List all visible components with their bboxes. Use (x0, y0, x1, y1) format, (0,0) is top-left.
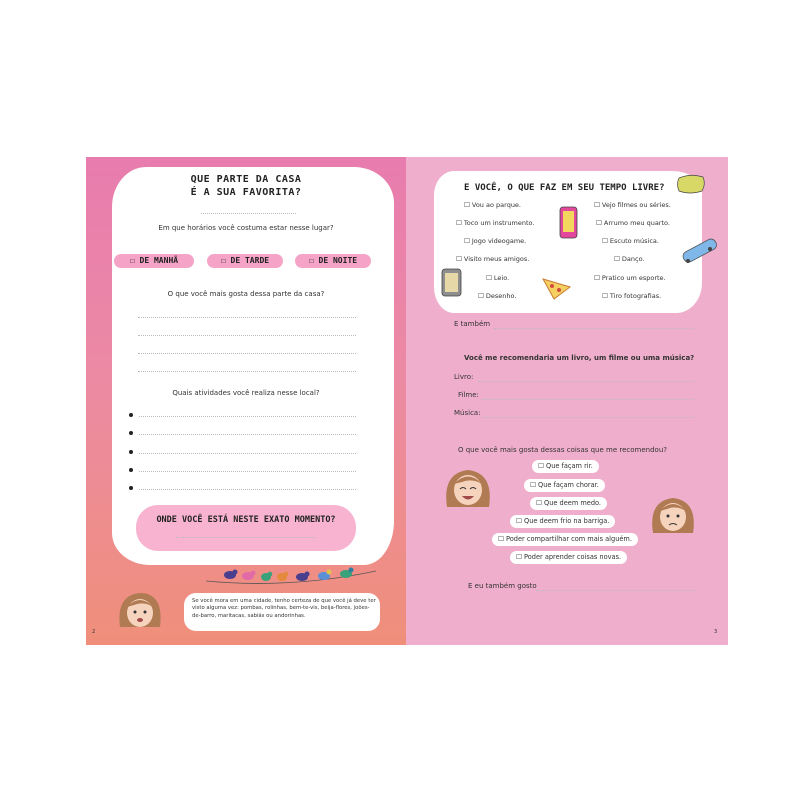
answer-line[interactable] (138, 335, 356, 336)
left-page (86, 157, 406, 645)
activity-option[interactable]: ☐ Escuto música. (602, 237, 659, 245)
activity-option[interactable]: ☐ Desenho. (478, 292, 517, 300)
me-too-label: E eu também gosto (468, 582, 537, 590)
laughing-girl-icon (442, 465, 494, 511)
bullet (129, 486, 133, 490)
activity-option[interactable]: ☐ Pratico um esporte. (594, 274, 666, 282)
activity-option[interactable]: ☐ Leio. (486, 274, 510, 282)
activity-option[interactable]: ☐ Toco um instrumento. (456, 219, 535, 227)
girl-face-icon (114, 587, 166, 633)
answer-line[interactable] (201, 213, 296, 214)
bullet (129, 468, 133, 472)
answer-line[interactable] (536, 590, 696, 591)
option-night[interactable]: ☐ DE NOITE (295, 254, 371, 268)
music-answer-line[interactable] (482, 417, 694, 418)
activity-option[interactable]: ☐ Arrumo meu quarto. (596, 219, 670, 227)
bird-icon (242, 571, 256, 581)
tablet-icon (440, 267, 464, 299)
like-option[interactable]: ☐ Que deem medo. (530, 497, 607, 510)
activity-option[interactable]: ☐ Vou ao parque. (464, 201, 522, 209)
bullet (129, 431, 133, 435)
activity-option[interactable]: ☐ Danço. (614, 255, 645, 263)
left-title-line2: É A SUA FAVORITA? (190, 187, 302, 198)
left-page-title (86, 173, 406, 199)
bird-icon (261, 572, 272, 581)
left-title-line1: QUE PARTE DA CASA (190, 174, 302, 185)
answer-line[interactable] (139, 453, 356, 454)
activity-option[interactable]: ☐ Visito meus amigos. (456, 255, 530, 263)
pizza-icon (540, 275, 572, 301)
recommend-question: Você me recomendaria um livro, um filme ou uma música? (464, 354, 695, 362)
like-option[interactable]: ☐ Que façam rir. (532, 460, 599, 473)
bird-icon (318, 570, 332, 581)
bird-icon (296, 572, 310, 582)
question-activities: Quais atividades você realiza nesse local? (172, 389, 320, 397)
bird-icon (277, 572, 288, 581)
birds-illustration (206, 559, 376, 593)
question-times: Em que horários você costuma estar nesse lugar? (158, 224, 334, 232)
bird-icon (224, 570, 238, 580)
skateboard-icon (678, 237, 722, 267)
like-option[interactable]: ☐ Que deem frio na barriga. (510, 515, 615, 528)
like-option[interactable]: ☐ Poder compartilhar com mais alguém. (492, 533, 638, 546)
option-morning[interactable]: ☐ DE MANHÃ (114, 254, 194, 268)
bullet (129, 450, 133, 454)
bird-icon (340, 568, 354, 579)
activity-option[interactable]: ☐ Vejo filmes ou séries. (594, 201, 671, 209)
bullet (129, 413, 133, 417)
field-movie: Filme: (458, 391, 479, 399)
field-music: Música: (454, 409, 481, 417)
answer-line[interactable] (139, 471, 356, 472)
fact-text: Se você mora em uma cidade, tenho certeza de que você já deve ter visto alguma vez: pombas, rolinhas, bem-te-vis, beija-flores, joões-de-barro, maritacas, sabiás ou andorinhas. (192, 598, 376, 619)
also-label: E também (454, 320, 491, 328)
like-question: O que você mais gosta dessas coisas que me recomendou? (458, 446, 667, 454)
book-spread (86, 157, 728, 645)
activity-option[interactable]: ☐ Tiro fotografias. (602, 292, 662, 300)
right-page (406, 157, 728, 645)
answer-line[interactable] (139, 489, 356, 490)
answer-line[interactable] (138, 317, 356, 318)
answer-line[interactable] (176, 537, 316, 538)
fact-bubble (184, 593, 380, 631)
worried-girl-icon (648, 493, 698, 537)
book-answer-line[interactable] (478, 381, 694, 382)
right-page-title: E VOCÊ, O QUE FAZ EM SEU TEMPO LIVRE? (464, 183, 665, 193)
answer-line[interactable] (139, 434, 356, 435)
pillow-icon (676, 173, 706, 195)
answer-line[interactable] (139, 416, 356, 417)
field-book: Livro: (454, 373, 474, 381)
phone-icon (558, 205, 580, 241)
question-like: O que você mais gosta dessa parte da casa? (167, 290, 325, 298)
answer-line[interactable] (138, 371, 356, 372)
activity-option[interactable]: ☐ Jogo videogame. (464, 237, 527, 245)
answer-line[interactable] (494, 328, 694, 329)
movie-answer-line[interactable] (482, 399, 694, 400)
where-now-title: ONDE VOCÊ ESTÁ NESTE EXATO MOMENTO? (156, 515, 336, 525)
where-now-box (136, 505, 356, 551)
like-option[interactable]: ☐ Que façam chorar. (524, 479, 605, 492)
page-number-left: 2 (92, 629, 96, 635)
option-afternoon[interactable]: ☐ DE TARDE (207, 254, 283, 268)
like-option[interactable]: ☐ Poder aprender coisas novas. (510, 551, 627, 564)
page-number-right: 3 (714, 629, 718, 635)
answer-line[interactable] (138, 353, 356, 354)
